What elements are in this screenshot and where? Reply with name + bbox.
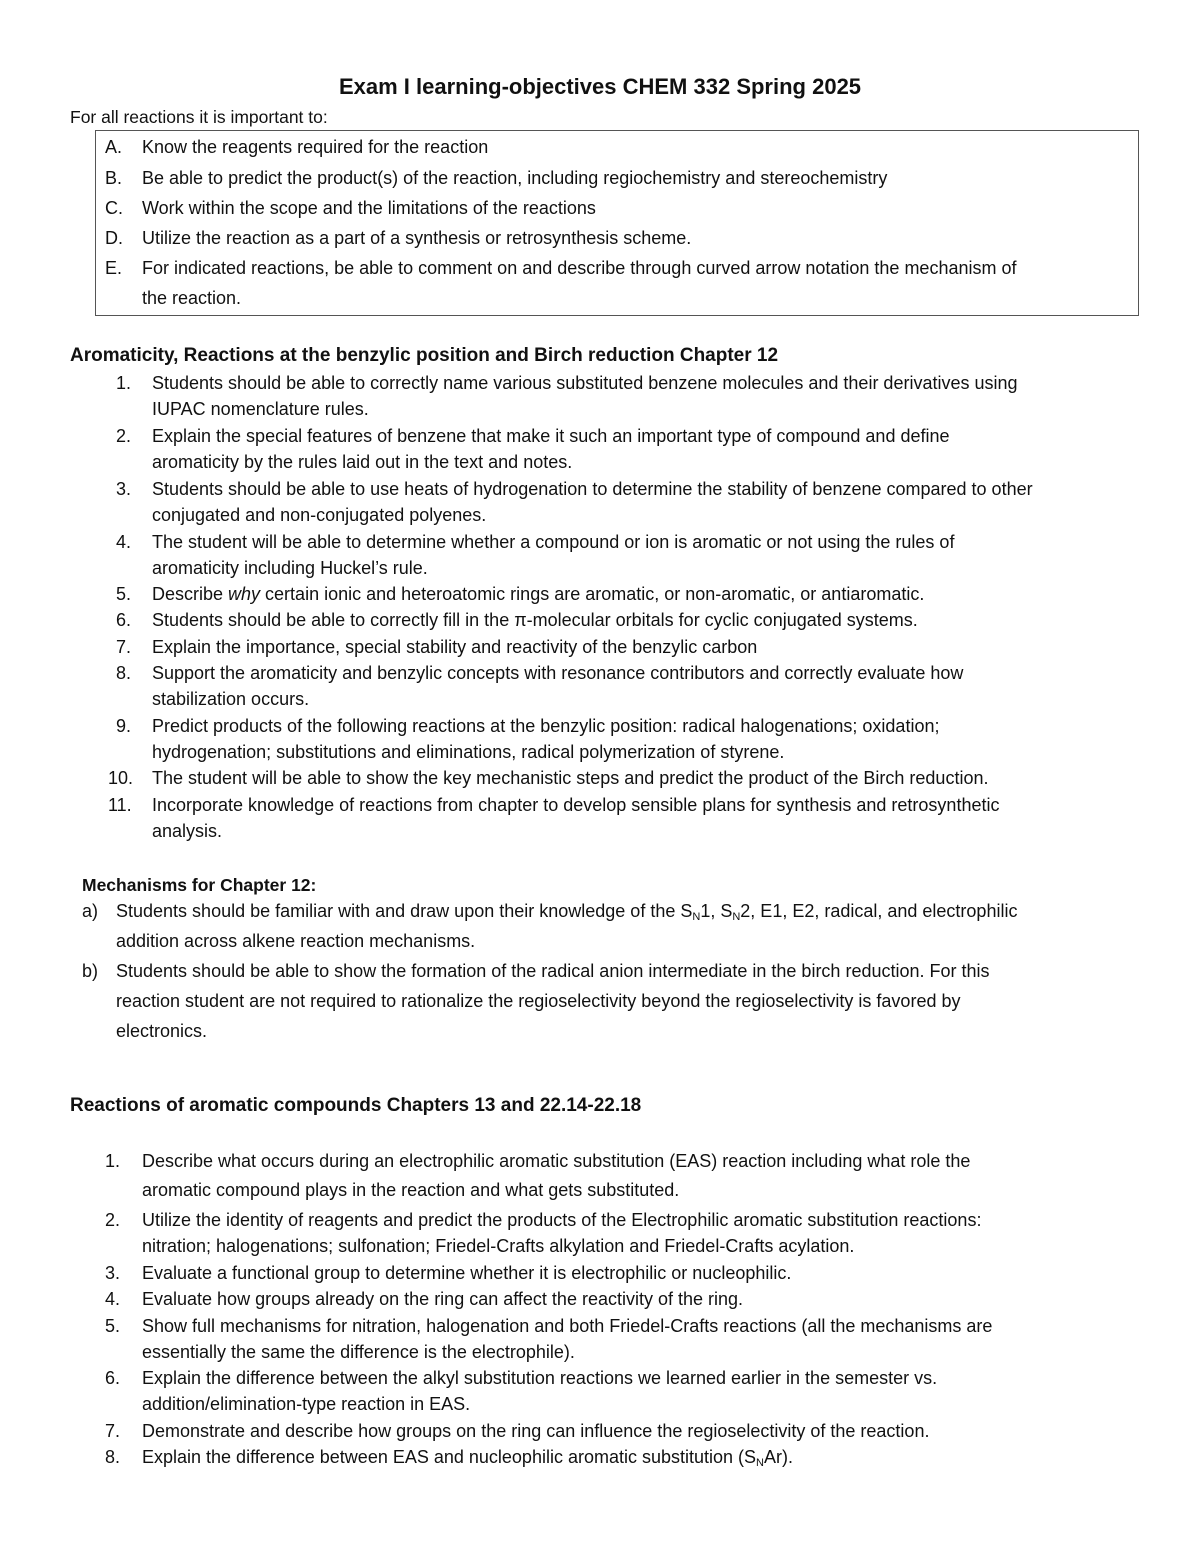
- list-item-continued: [116, 928, 475, 954]
- list-marker: 8.: [105, 1447, 121, 1467]
- list-item-text: Students should be able to correctly fill in the π-molecular orbitals for cyclic conjugated systems.: [152, 610, 918, 630]
- list-item-continued: [152, 502, 486, 528]
- list-item-text: addition across alkene reaction mechanisms.: [116, 931, 476, 951]
- section-heading-chapter-13: Reactions of aromatic compounds Chapters 13 and 22.14-22.18: [70, 1095, 642, 1116]
- page-title: Exam I learning-objectives CHEM 332 Spring 2025: [338, 74, 862, 99]
- list-marker: 6.: [116, 610, 132, 630]
- list-item-text: Explain the difference between EAS and nucleophilic aromatic substitution $(S_NAr)$.: [142, 1447, 793, 1469]
- list-marker: 11.: [108, 795, 132, 815]
- list-marker: 1.: [116, 373, 132, 393]
- list-marker: 5.: [105, 1316, 121, 1336]
- list-item-text: Predict products of the following reactions at the benzylic position: radical halogenations; oxidation;: [152, 716, 940, 736]
- list-item-text: Know the reagents required for the reaction: [142, 137, 489, 157]
- list-marker: 3.: [105, 1263, 121, 1283]
- list-marker: 4.: [105, 1289, 121, 1309]
- list-marker: 2.: [116, 426, 132, 446]
- list-item-continued: [152, 449, 572, 475]
- list-item-continued: [142, 1177, 679, 1203]
- list-item-text: IUPAC nomenclature rules.: [152, 399, 369, 419]
- list-item-continued: [152, 739, 784, 765]
- list-item-text: For indicated reactions, be able to comment on and describe through curved arrow notation the mechanism of: [142, 258, 1017, 278]
- list-item-text: Be able to predict the product(s) of the reaction, including regiochemistry and stereochemistry: [142, 168, 888, 188]
- list-item-continued: [152, 686, 309, 712]
- list-item-text: Students should be able to use heats of hydrogenation to determine the stability of benzene compared to other: [152, 479, 1033, 499]
- list-item-text: Evaluate a functional group to determine whether it is electrophilic or nucleophilic.: [142, 1263, 792, 1283]
- list-item-text: essentially the same the difference is the electrophile).: [142, 1342, 575, 1362]
- list-item-text: stabilization occurs.: [152, 689, 310, 709]
- list-item-text: Utilize the reaction as a part of a synthesis or retrosynthesis scheme.: [142, 228, 692, 248]
- intro-text: For all reactions it is important to:: [70, 107, 328, 127]
- list-item-text: Explain the special features of benzene that make it such an important type of compound and define: [152, 426, 950, 446]
- list-item-text: Describe why certain ionic and heteroatomic rings are aromatic, or non-aromatic, or antiaromatic.: [152, 584, 925, 604]
- list-item-text: Work within the scope and the limitations of the reactions: [142, 198, 596, 218]
- list-item-text: Support the aromaticity and benzylic concepts with resonance contributors and correctly evaluate how: [152, 663, 964, 683]
- list-item-text: analysis.: [152, 821, 223, 841]
- list-item-text: addition/elimination-type reaction in EAS.: [142, 1394, 471, 1414]
- list-item-continued: [152, 818, 222, 844]
- list-marker: D.: [105, 228, 123, 248]
- list-item-text: Explain the difference between the alkyl substitution reactions we learned earlier in the semester vs.: [142, 1368, 938, 1388]
- list-marker: C.: [105, 198, 123, 218]
- mechanisms-heading: Mechanisms for Chapter 12:: [82, 875, 317, 895]
- box-item-e-continued: [142, 285, 241, 311]
- list-item-text: conjugated and non-conjugated polyenes.: [152, 505, 487, 525]
- list-item-text: The student will be able to determine whether a compound or ion is aromatic or not using the rules of: [152, 532, 955, 552]
- list-item-text: Evaluate how groups already on the ring can affect the reactivity of the ring.: [142, 1289, 744, 1309]
- list-marker: E.: [105, 258, 123, 278]
- list-item-text: electronics.: [116, 1021, 208, 1041]
- list-marker: B.: [105, 168, 123, 188]
- list-item-text: The student will be able to show the key mechanistic steps and predict the product of the Birch reduction.: [152, 768, 989, 788]
- list-marker: b): [82, 961, 99, 981]
- list-marker: 1.: [105, 1151, 121, 1171]
- list-item-continued: [116, 1018, 207, 1044]
- list-item-text: Utilize the identity of reagents and predict the products of the Electrophilic aromatic substitution reactions:: [142, 1210, 982, 1230]
- section-heading-chapter-12: Aromaticity, Reactions at the benzylic position and Birch reduction Chapter 12: [70, 345, 779, 366]
- list-item-continued: [116, 988, 960, 1014]
- list-marker: 5.: [116, 584, 132, 604]
- list-item-text: Students should be familiar with and draw upon their knowledge of the $S_N1$, $S_N2$, E1, E2, radical, and electrophilic: [116, 901, 1018, 923]
- list-marker: 10.: [108, 768, 134, 788]
- list-item-text: aromaticity including Huckel’s rule.: [152, 558, 428, 578]
- list-marker: 2.: [105, 1210, 121, 1230]
- list-item-text: Explain the importance, special stability and reactivity of the benzylic carbon: [152, 637, 758, 657]
- list-marker: 8.: [116, 663, 132, 683]
- list-marker: 6.: [105, 1368, 121, 1388]
- list-item-text: aromaticity by the rules laid out in the text and notes.: [152, 452, 573, 472]
- list-item-text: Students should be able to correctly name various substituted benzene molecules and their derivatives using: [152, 373, 1018, 393]
- emphasis-text: why: [228, 584, 261, 604]
- list-item-text: aromatic compound plays in the reaction and what gets substituted.: [142, 1180, 680, 1200]
- list-item-continued: [142, 1391, 470, 1417]
- list-item-text: Show full mechanisms for nitration, halogenation and both Friedel-Crafts reactions (all the mechanisms are: [142, 1316, 993, 1336]
- list-marker: A.: [105, 137, 123, 157]
- list-item-continued: [142, 1233, 854, 1259]
- list-marker: 7.: [116, 637, 132, 657]
- list-item-continued: [152, 396, 369, 422]
- list-item-continued: [152, 555, 428, 581]
- list-item-text: Students should be able to show the formation of the radical anion intermediate in the birch reduction. For this: [116, 961, 990, 981]
- list-item-text: Describe what occurs during an electrophilic aromatic substitution (EAS) reaction including what role the: [142, 1151, 971, 1171]
- list-marker: 9.: [116, 716, 132, 736]
- list-marker: 3.: [116, 479, 132, 499]
- list-item-text: Demonstrate and describe how groups on the ring can influence the regioselectivity of the reaction.: [142, 1421, 930, 1441]
- list-item-text: hydrogenation; substitutions and eliminations, radical polymerization of styrene.: [152, 742, 785, 762]
- list-item-text: nitration; halogenations; sulfonation; Friedel-Crafts alkylation and Friedel-Crafts acylation.: [142, 1236, 855, 1256]
- list-marker: 4.: [116, 532, 132, 552]
- list-item-text: the reaction.: [142, 288, 242, 308]
- list-item-continued: [142, 1339, 575, 1365]
- list-item-text: reaction student are not required to rationalize the regioselectivity beyond the regioselectivity is favored by: [116, 991, 961, 1011]
- list-marker: a): [82, 901, 99, 921]
- list-marker: 7.: [105, 1421, 121, 1441]
- list-item-text: Incorporate knowledge of reactions from chapter to develop sensible plans for synthesis and retrosynthetic: [152, 795, 1000, 815]
